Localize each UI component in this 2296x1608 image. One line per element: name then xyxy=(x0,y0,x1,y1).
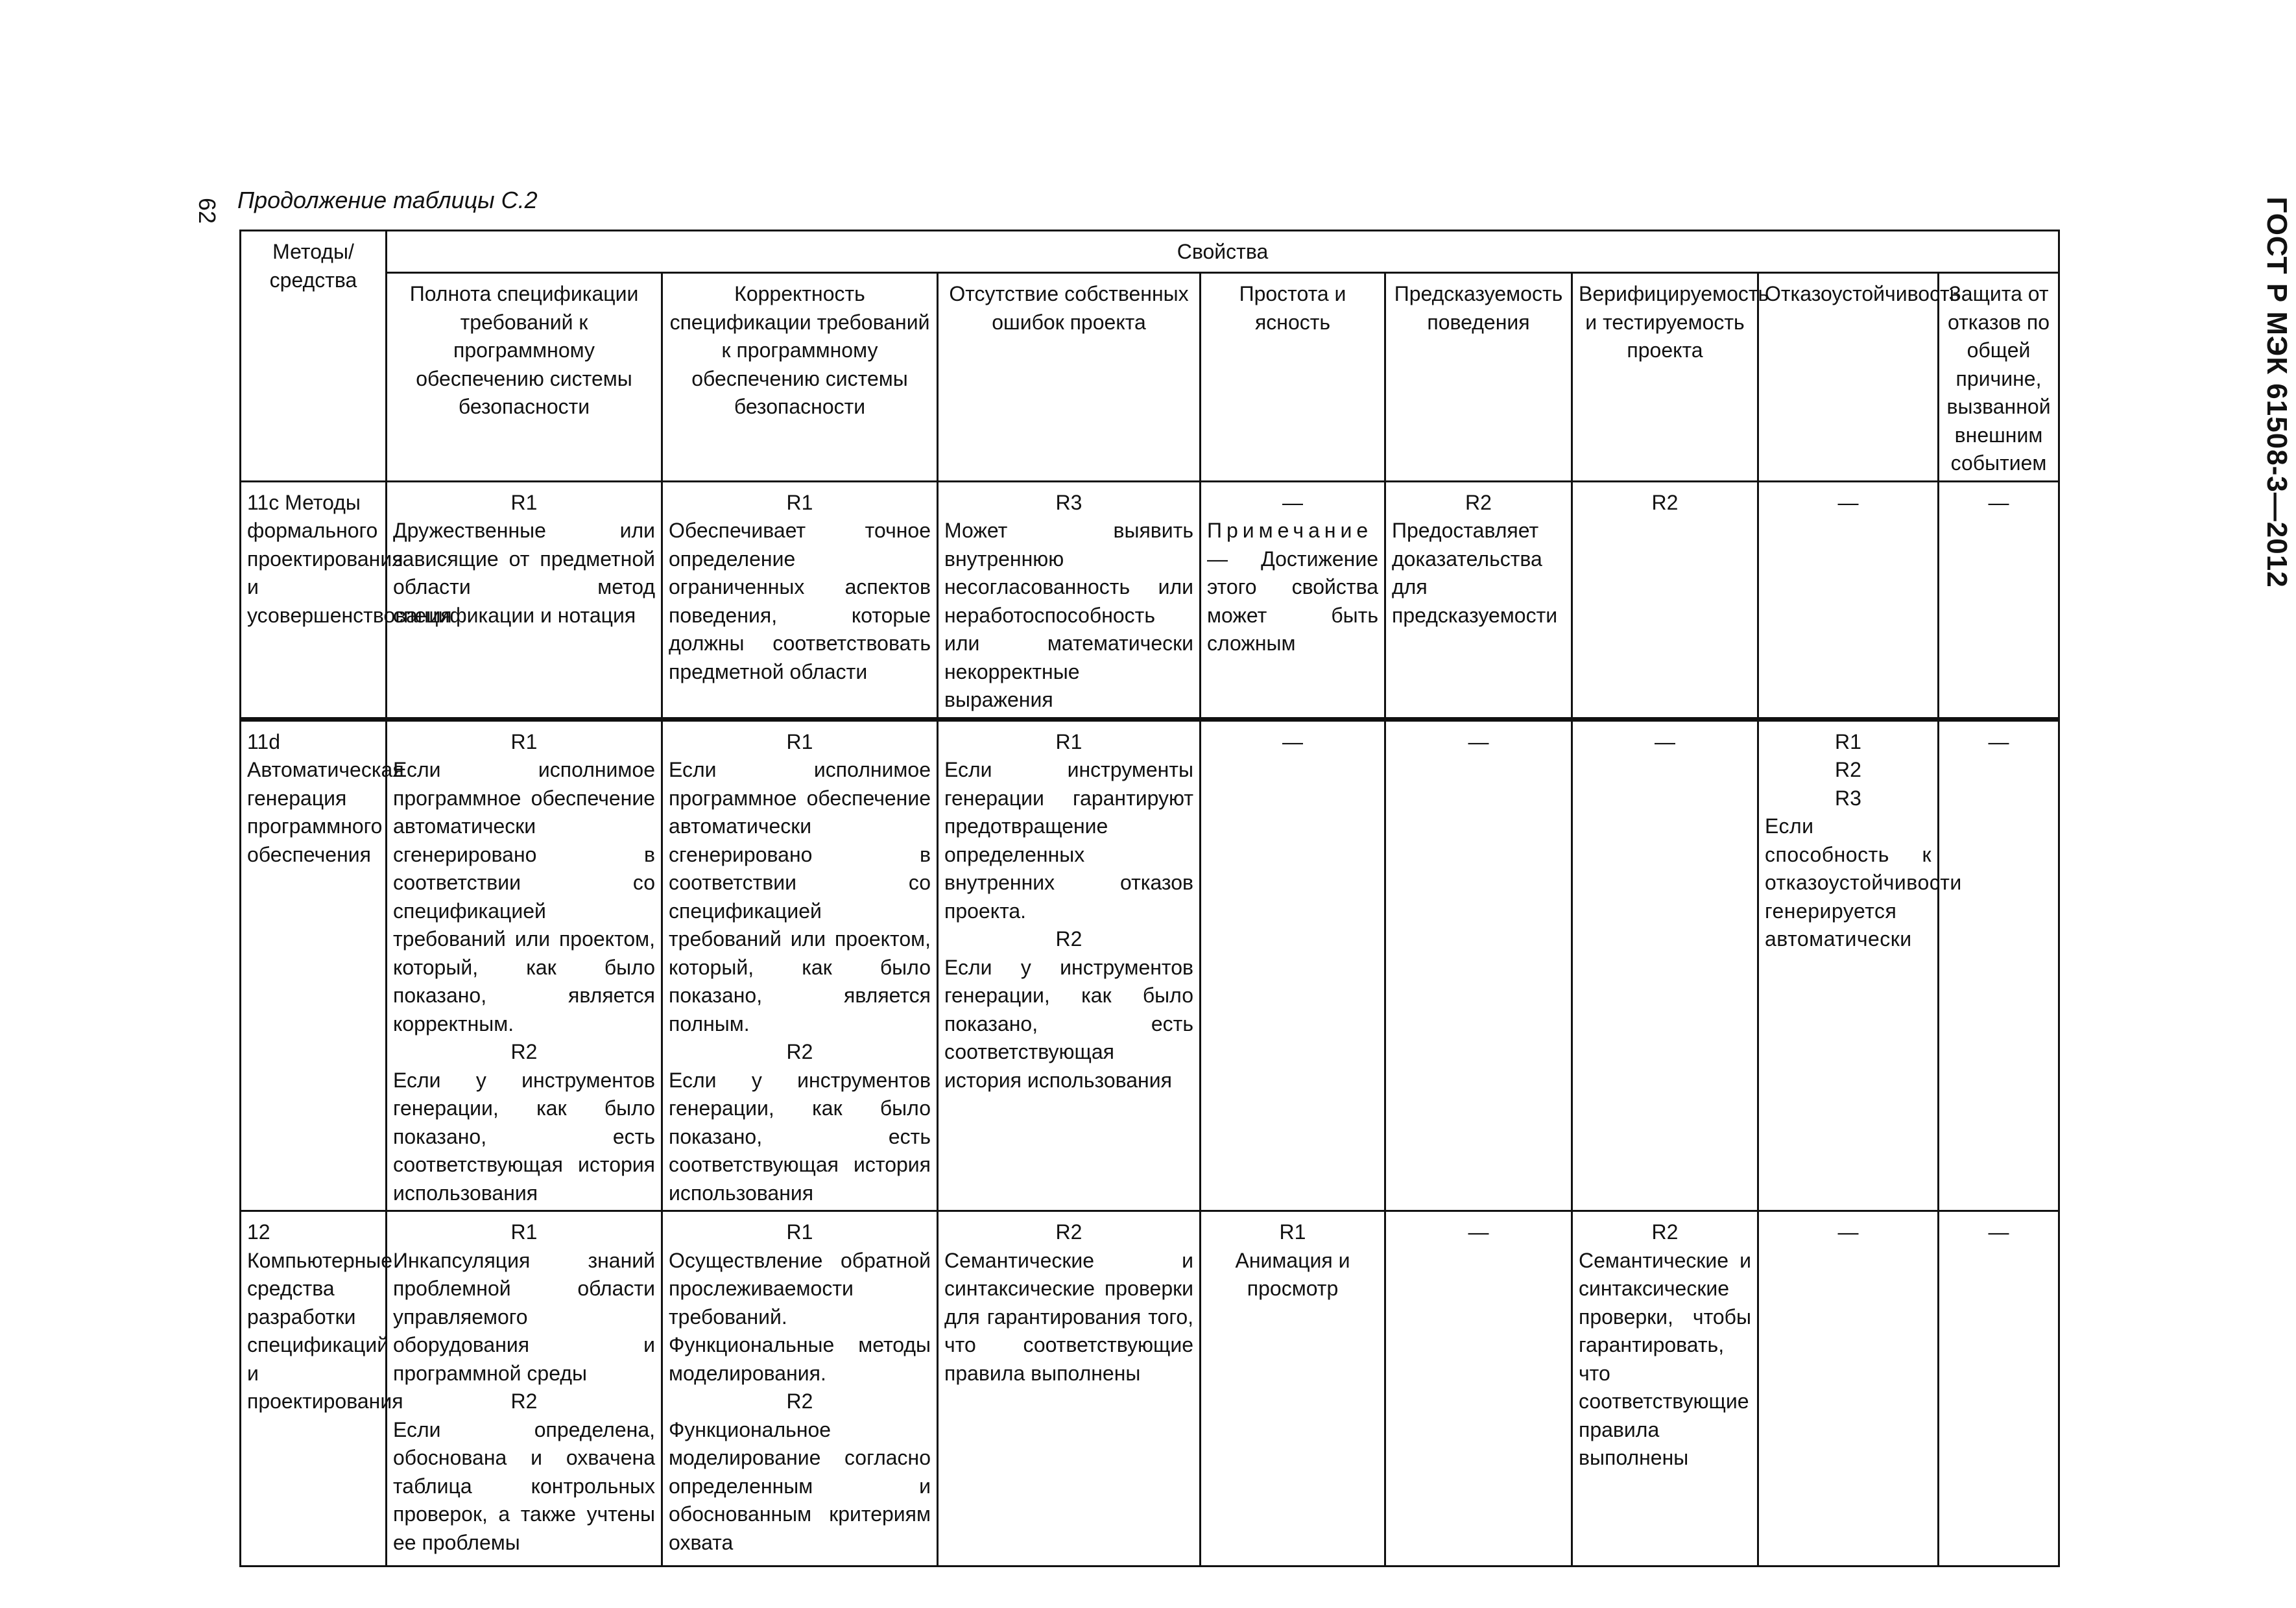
cell-text: Обеспечивает точное определение ограниченных аспектов поведения, которые должны соответствовать предметной области xyxy=(669,519,931,683)
table-cell xyxy=(1201,481,1385,719)
rating: R1 xyxy=(1055,729,1082,753)
rating: R1 xyxy=(510,1220,538,1244)
rating: — xyxy=(1468,729,1489,753)
cell-text: Семантические и синтаксические проверки, чтобы гарантировать, что соответствующие правила выполнены xyxy=(1579,1248,1751,1469)
cell-text: — Достижение этого свойства может быть сложным xyxy=(1207,547,1378,655)
rating: R1 xyxy=(1279,1220,1306,1244)
table-cell xyxy=(1572,719,1758,1211)
table-cell xyxy=(1758,481,1939,719)
rating: R1 xyxy=(786,1220,813,1244)
cell-text: Семантические и синтаксические проверки для гарантирования того, что соответствующие правила выполнены xyxy=(944,1248,1193,1385)
method-name: 12 Компьютерные средства разработки спецификаций и проектирования xyxy=(247,1220,403,1413)
table-cell xyxy=(387,481,662,719)
rating: R1 xyxy=(786,490,813,514)
standard-identifier: ГОСТ Р МЭК 61508-3—2012 xyxy=(2261,196,2293,588)
rating: R2 xyxy=(1055,1220,1082,1244)
table-cell xyxy=(1758,1211,1939,1567)
rating: R1 xyxy=(786,729,813,753)
table-cell xyxy=(387,1211,662,1567)
rating: — xyxy=(1837,490,1859,514)
header-col-1: Полнота спецификации требований к программному обеспечению системы безопасности xyxy=(387,273,662,482)
rating: R1 xyxy=(510,729,538,753)
rating: R2 xyxy=(1651,1220,1679,1244)
cell-text: Если у инструментов генерации, как было показано, есть соответствующая история использования xyxy=(393,1068,655,1205)
table-row xyxy=(241,719,2059,1211)
table-cell xyxy=(1939,481,2059,719)
cell-text: Если у инструментов генерации, как было показано, есть соответствующая история использования xyxy=(944,955,1193,1092)
rating: — xyxy=(1655,729,1675,753)
rating: R2 xyxy=(1055,927,1082,951)
rating: R2 xyxy=(510,1389,538,1413)
method-cell xyxy=(241,719,404,1211)
method-name: 11d Автоматическая генерация программного обеспечения xyxy=(247,729,404,866)
note-label: Примечание xyxy=(1207,519,1373,542)
header-col-4: Простота и ясность xyxy=(1201,273,1385,482)
rating: R2 xyxy=(786,1389,813,1413)
method-name: 11с Методы формального проектирования и усовершенствования xyxy=(247,490,452,627)
cell-text: Если исполнимое программное обеспечение автоматически сгенерировано в соответствии со спецификацией требований или проектом, который, как было показано, является полным. xyxy=(669,758,931,1035)
rating: R2 xyxy=(1465,490,1492,514)
rating: — xyxy=(1468,1220,1489,1244)
header-col-8: Защита от отказов по общей причине, вызванной внешним событием xyxy=(1939,273,2059,482)
table-cell xyxy=(662,1211,938,1567)
rating: — xyxy=(1988,490,2009,514)
header-col-2: Корректность спецификации требований к программному обеспечению системы безопасности xyxy=(662,273,938,482)
rating: R3 xyxy=(1835,786,1861,810)
table-cell xyxy=(1385,1211,1572,1567)
header-col-3: Отсутствие собственных ошибок проекта xyxy=(938,273,1201,482)
cell-text: Если инструменты генерации гарантируют предотвращение определенных внутренних отказов проекта. xyxy=(944,758,1193,923)
table-cell xyxy=(1939,719,2059,1211)
table-row xyxy=(241,481,2059,719)
table-cell xyxy=(938,481,1201,719)
header-col-6: Верифицируемость и тестируемость проекта xyxy=(1572,273,1758,482)
rating: — xyxy=(1282,490,1303,514)
cell-text: Функциональное моделирование согласно определенным и обоснованным критериям охвата xyxy=(669,1417,931,1554)
table-cell xyxy=(1939,1211,2059,1567)
cell-text: Осуществление обратной прослеживаемости требований. Функциональные методы моделирования. xyxy=(669,1248,931,1385)
page-number: 62 xyxy=(194,197,221,224)
table-cell xyxy=(1572,1211,1758,1567)
cell-text: Если исполнимое программное обеспечение автоматически сгенерировано в соответствии со спецификацией требований или проектом, который, как было показано, является корректным. xyxy=(393,758,655,1035)
cell-text: Анимация и просмотр xyxy=(1235,1248,1350,1300)
header-methods: Методы/ средства xyxy=(241,231,387,482)
cell-text: Предоставляет доказательства для предсказуемости xyxy=(1392,519,1558,627)
cell-text: Если определена, обоснована и охвачена таблица контрольных проверок, а также учтены ее проблемы xyxy=(393,1417,655,1554)
table-cell xyxy=(1385,481,1572,719)
cell-text: Если у инструментов генерации, как было показано, есть соответствующая история использования xyxy=(669,1068,931,1205)
rating: — xyxy=(1988,729,2009,753)
table-cell xyxy=(662,481,938,719)
table-cell xyxy=(387,719,662,1211)
cell-text: Может выявить внутреннюю несогласованность или неработоспособность или математически некорректные выражения xyxy=(944,519,1193,711)
rating: — xyxy=(1282,729,1303,753)
cell-text: Если способность к отказоустойчивости генерируется автоматически xyxy=(1765,814,1962,951)
header-col-5: Предсказуемость поведения xyxy=(1385,273,1572,482)
rating: R3 xyxy=(1055,490,1082,514)
table-cell xyxy=(1385,719,1572,1211)
rating: — xyxy=(1837,1220,1859,1244)
header-col-7: Отказоустойчивость xyxy=(1758,273,1939,482)
table-cell xyxy=(1201,1211,1385,1567)
table-cell xyxy=(938,719,1201,1211)
table-caption: Продолжение таблицы С.2 xyxy=(237,187,538,213)
table-cell xyxy=(938,1211,1201,1567)
method-cell xyxy=(241,481,452,719)
properties-table xyxy=(239,230,2060,1567)
table-row xyxy=(241,1211,2059,1567)
table-cell xyxy=(1572,481,1758,719)
rating: R2 xyxy=(786,1040,813,1063)
rating: R2 xyxy=(1835,758,1861,781)
rating: R2 xyxy=(1651,490,1679,514)
table-cell xyxy=(1201,719,1385,1211)
rating: — xyxy=(1988,1220,2009,1244)
rating: R1 xyxy=(510,490,538,514)
header-properties-group: Свойства xyxy=(387,231,2059,273)
table-cell xyxy=(662,719,938,1211)
cell-text: Дружественные или зависящие от предметной области метод спецификации и нотация xyxy=(393,519,655,627)
rating: R2 xyxy=(510,1040,538,1063)
method-cell xyxy=(241,1211,403,1567)
cell-text: Инкапсуляция знаний проблемной области управляемого оборудования и программной среды xyxy=(393,1248,655,1385)
table-cell xyxy=(1758,719,1962,1211)
rating: R1 xyxy=(1835,729,1861,753)
